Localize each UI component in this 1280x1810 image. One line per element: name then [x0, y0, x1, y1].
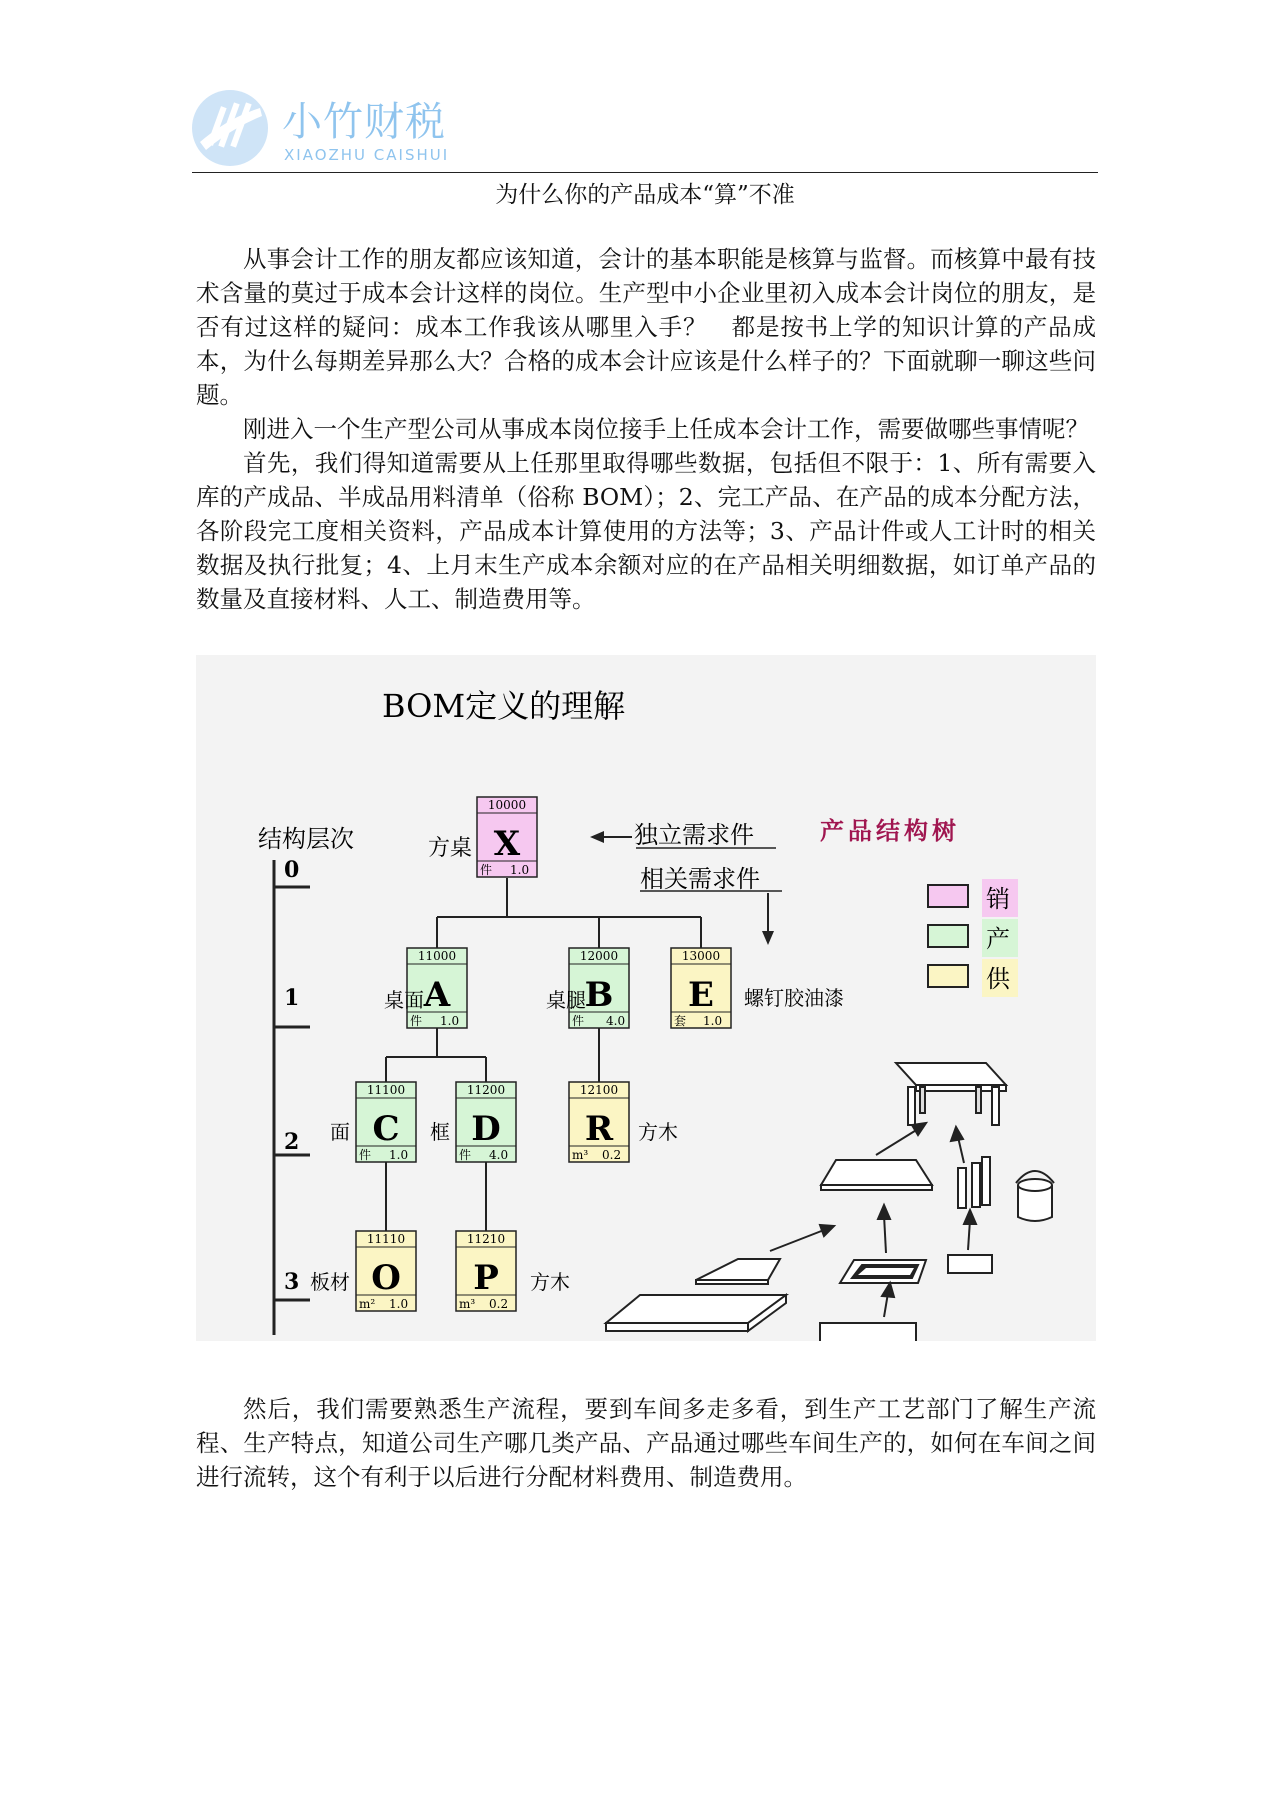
node-code: 12000 — [579, 949, 619, 963]
arrow-up-icon — [882, 1283, 894, 1297]
bom-figure — [196, 655, 1096, 1341]
node-name: 框 — [430, 1120, 450, 1144]
figure-title: BOM定义的理解 — [382, 687, 626, 725]
arrow-up-icon — [878, 1205, 890, 1219]
node-unit: 件 — [410, 1014, 423, 1028]
assembly-illustration — [606, 1063, 1054, 1341]
node-name: 方桌 — [427, 836, 472, 861]
node-code: 11100 — [366, 1083, 406, 1097]
bom-node-o — [310, 1231, 416, 1311]
node-code: 11210 — [466, 1232, 506, 1246]
node-letter: C — [372, 1109, 400, 1149]
panel-icon — [696, 1259, 780, 1284]
node-qty: 1.0 — [440, 1014, 460, 1028]
board-icon — [606, 1295, 786, 1331]
node-qty: 4.0 — [606, 1014, 626, 1028]
node-letter: O — [371, 1258, 401, 1298]
bom-node-r — [569, 1082, 678, 1162]
arrow-up-icon — [951, 1127, 963, 1141]
node-letter: E — [688, 975, 714, 1015]
bom-node-p — [456, 1231, 570, 1311]
node-letter: R — [584, 1109, 614, 1149]
node-code: 13000 — [681, 949, 721, 963]
node-name: 面 — [330, 1120, 350, 1144]
node-qty: 1.0 — [389, 1148, 409, 1162]
node-code: 11000 — [417, 949, 457, 963]
tree-connectors — [386, 878, 701, 1231]
body-section-1 — [196, 242, 1096, 616]
level-3: 3 — [284, 1269, 300, 1295]
body-section-2 — [196, 1392, 1096, 1494]
node-name: 方木 — [638, 1120, 678, 1144]
table-legs-icon — [958, 1157, 990, 1208]
legend-swatch — [928, 925, 968, 947]
level-0: 0 — [284, 857, 300, 883]
level-2: 2 — [284, 1129, 300, 1155]
legend-swatch — [928, 885, 968, 907]
arrow-up-icon — [820, 1225, 834, 1236]
paragraph: 然后，我们需要熟悉生产流程，要到车间多走多看，到生产工艺部门了解生产流程、生产特点，知道公司生产哪几类产品、产品通过哪些车间生产的，如何在车间之间进行流转，这个有利于以后进行分配材料费用、制造费用。 — [196, 1395, 1096, 1491]
node-unit: m³ — [459, 1297, 476, 1311]
node-unit: 件 — [572, 1014, 585, 1028]
legend-label: 产 — [986, 925, 1010, 953]
paint-bucket-icon — [1016, 1171, 1054, 1221]
node-code: 10000 — [487, 798, 527, 812]
node-code: 11110 — [366, 1232, 406, 1246]
node-code: 11200 — [466, 1083, 506, 1097]
node-unit: 件 — [459, 1148, 472, 1162]
legend-swatch — [928, 965, 968, 987]
paragraph: 首先，我们得知道需要从上任那里取得哪些数据，包括但不限于：1、所有需要入库的产成品、半成品用料清单（俗称 BOM）；2、完工产品、在产品的成本分配方法，各阶段完工度相关资料，产品成本计算使用的方法等；3、产品计件或人工计时的相关数据及执行批复；4、上月末生产成本余额对应的在产品相关明细数据，如订单产品的数量及直接材料、人工、制造费用等。 — [196, 449, 1096, 613]
node-unit: 套 — [674, 1014, 687, 1028]
table-icon — [896, 1063, 1006, 1125]
paragraph: 从事会计工作的朋友都应该知道，会计的基本职能是核算与监督。而核算中最有技术含量的莫过于成本会计这样的岗位。生产型中小企业里初入成本会计岗位的朋友，是否有过这样的疑问：成本工作我该从哪里入手？ 都是按书上学的知识计算的产品成本，为什么每期差异那么大？合格的成本会计应该是什么样子的？下面就聊一聊这些问题。 — [196, 245, 1096, 409]
tree-title: 产品结构树 — [820, 816, 960, 845]
assembly-arrows — [770, 1123, 976, 1317]
node-unit: m² — [359, 1297, 376, 1311]
frame-icon — [840, 1260, 926, 1283]
node-code: 12100 — [579, 1083, 619, 1097]
bom-node-e — [671, 948, 844, 1028]
node-qty: 0.2 — [489, 1297, 509, 1311]
bom-node-a — [384, 948, 467, 1028]
node-unit: 件 — [480, 863, 493, 877]
header-rule — [192, 172, 1098, 173]
level-label: 结构层次 — [258, 825, 354, 853]
bom-node-d — [430, 1082, 516, 1162]
arrow-down-icon — [762, 931, 774, 945]
logo-subtitle: XIAOZHU CAISHUI — [284, 146, 450, 164]
node-unit: 件 — [359, 1148, 372, 1162]
legend — [928, 879, 1018, 997]
bom-node-x — [428, 797, 537, 877]
node-unit: m³ — [572, 1148, 589, 1162]
node-letter: B — [584, 975, 614, 1015]
node-name: 板材 — [310, 1270, 350, 1294]
node-name: 螺钉胶油漆 — [744, 986, 844, 1010]
document-title: 为什么你的产品成本“算”不准 — [495, 182, 795, 208]
node-letter: A — [423, 975, 451, 1015]
node-name: 桌面 — [384, 988, 424, 1012]
node-qty: 1.0 — [510, 863, 530, 877]
legend-label: 销 — [986, 885, 1010, 913]
arrow-up-icon — [964, 1210, 976, 1224]
tabletop-icon — [821, 1160, 932, 1190]
bom-node-b — [546, 948, 629, 1028]
independent-demand-label: 独立需求件 — [634, 821, 754, 849]
dependent-demand-label: 相关需求件 — [640, 865, 760, 893]
bamboo-logo-icon — [190, 88, 274, 168]
bom-node-c — [330, 1082, 416, 1162]
logo-name: 小竹财税 — [282, 99, 446, 145]
node-letter: P — [473, 1258, 499, 1298]
node-qty: 1.0 — [389, 1297, 409, 1311]
node-name: 桌腿 — [546, 988, 586, 1012]
paragraph: 刚进入一个生产型公司从事成本岗位接手上任成本会计工作，需要做哪些事情呢？ — [243, 415, 1089, 443]
legend-label: 供 — [986, 965, 1010, 993]
company-logo — [190, 88, 480, 168]
bom-diagram — [196, 655, 1096, 1341]
arrow-up-icon — [912, 1123, 926, 1135]
node-letter: X — [493, 824, 521, 864]
node-qty: 0.2 — [602, 1148, 622, 1162]
node-letter: D — [471, 1109, 501, 1149]
node-qty: 4.0 — [489, 1148, 509, 1162]
level-1: 1 — [284, 985, 300, 1011]
arrow-left-icon — [590, 831, 604, 843]
node-qty: 1.0 — [703, 1014, 723, 1028]
node-name: 方木 — [530, 1270, 570, 1294]
